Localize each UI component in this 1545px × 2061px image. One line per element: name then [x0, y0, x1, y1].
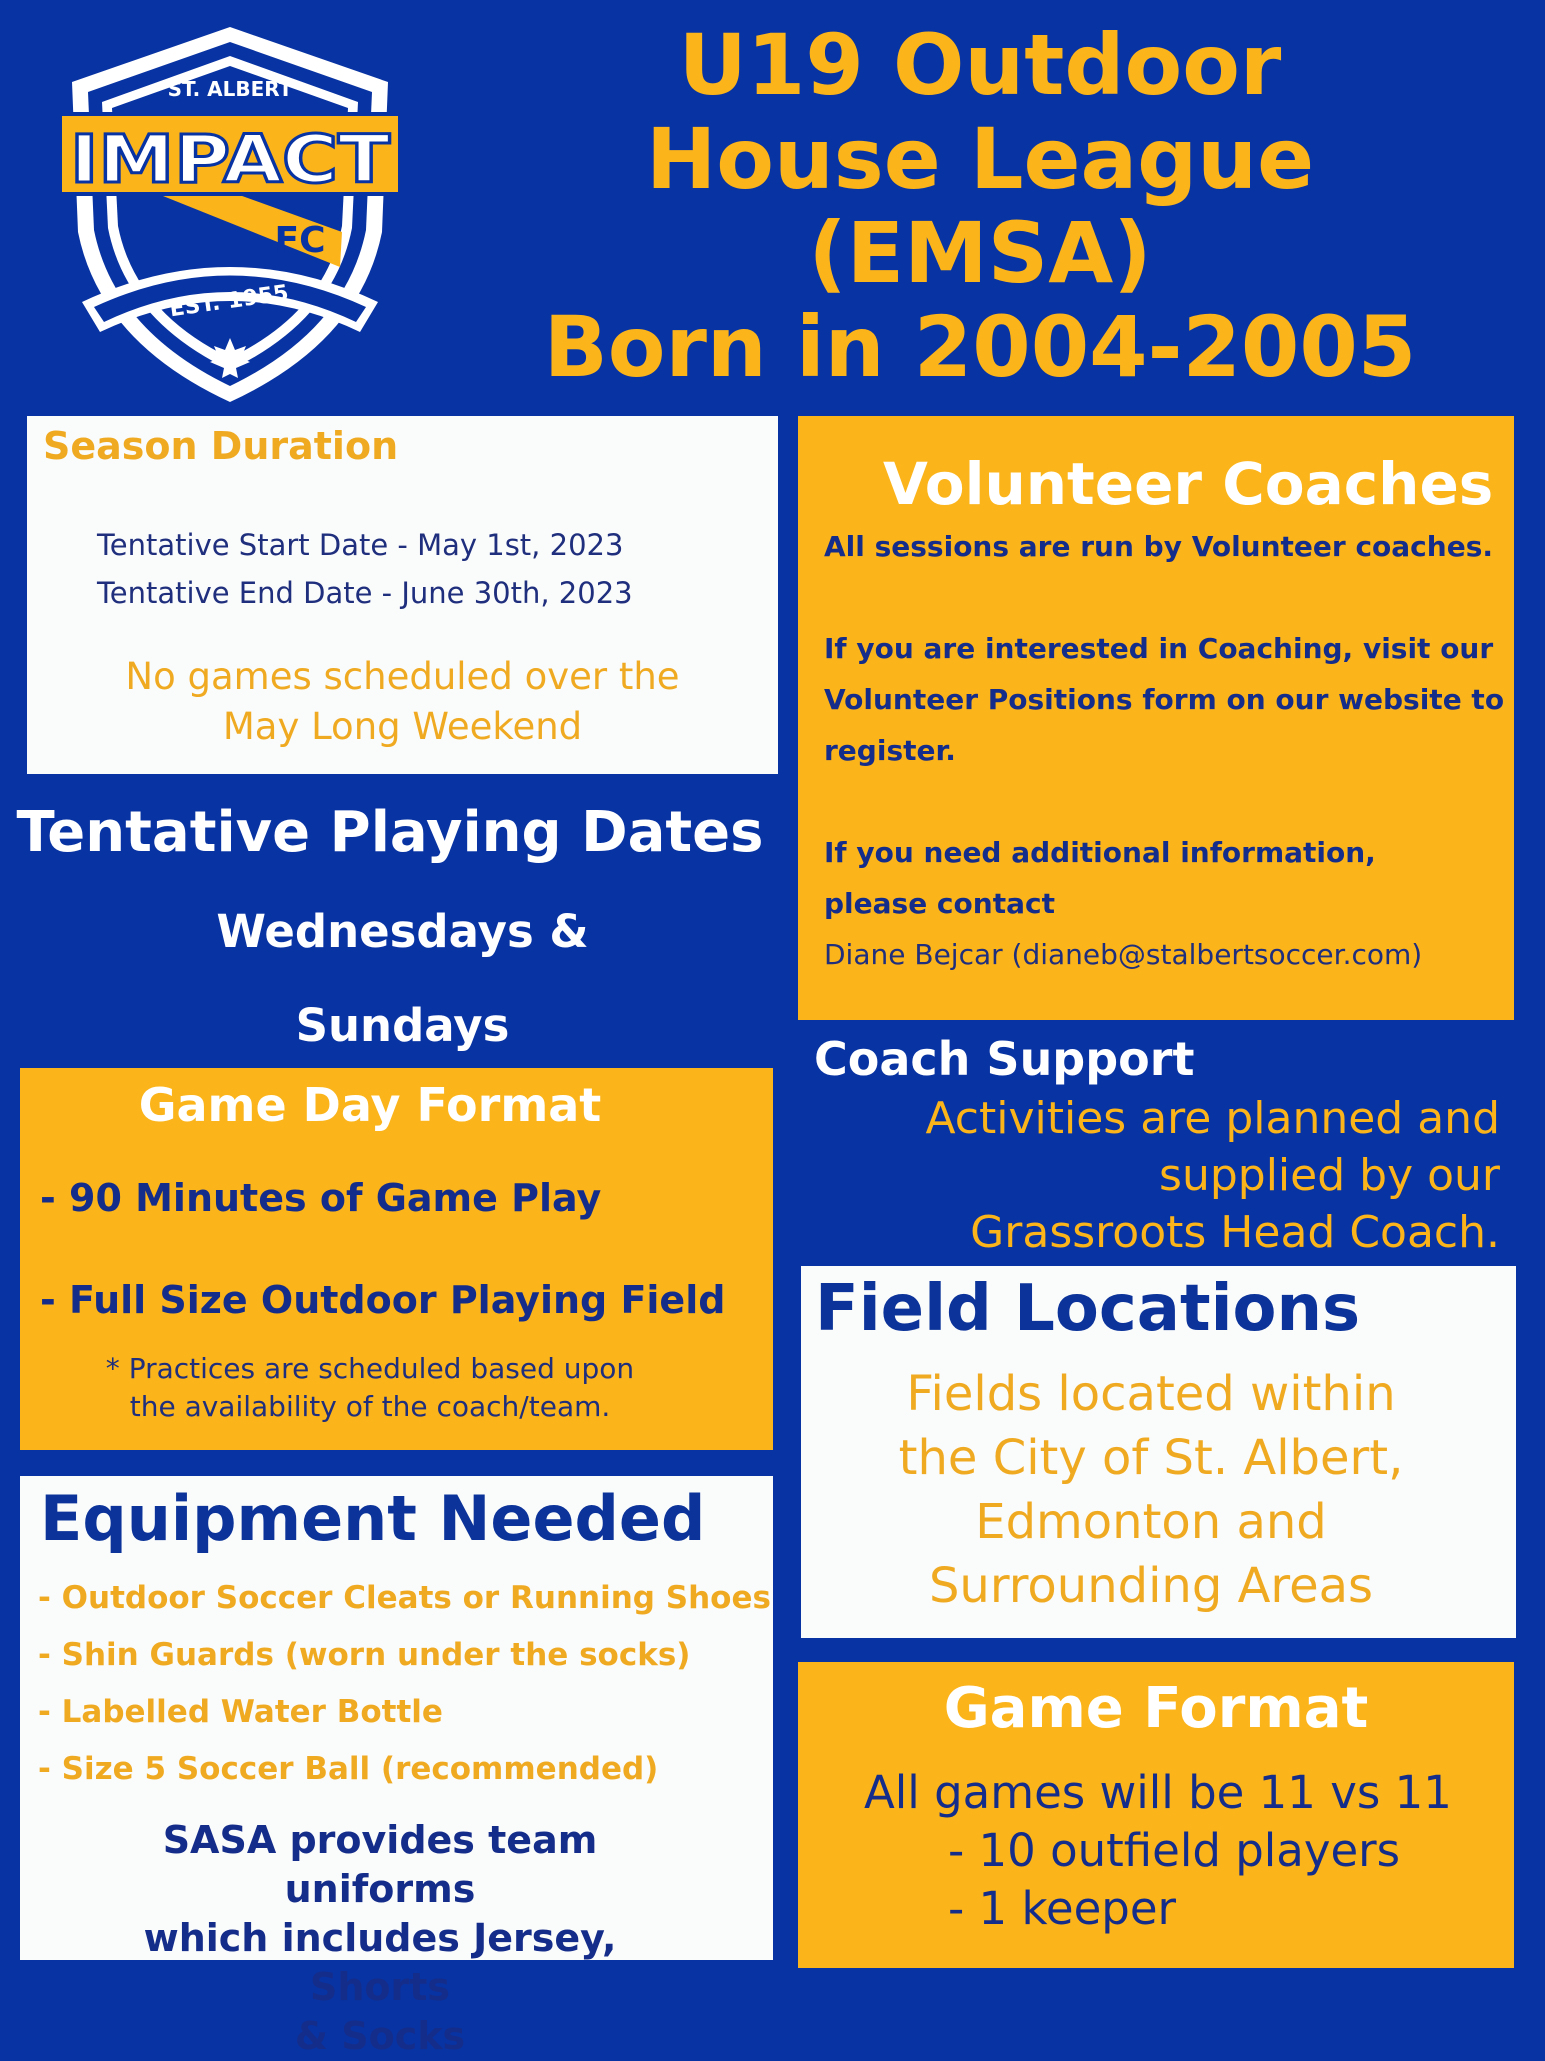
logo-est-text: EST. 1955: [168, 280, 291, 323]
game-format-heading: Game Format: [943, 1676, 1369, 1741]
field-locations-text: [801, 1362, 1501, 1618]
coach-support-line-3: Grassroots Head Coach.: [970, 1207, 1500, 1258]
title-line-3: (EMSA): [808, 204, 1152, 302]
uniform-note-line-1: SASA provides team uniforms: [162, 1818, 598, 1911]
logo-top-text: ST. ALBERT: [167, 77, 293, 101]
club-crest: [60, 22, 400, 407]
season-start-date: Tentative Start Date - May 1st, 2023: [97, 528, 624, 562]
volunteer-contact: Diane Bejcar (dianeb@stalbertsoccer.com): [824, 938, 1423, 971]
title-line-1: U19 Outdoor: [678, 16, 1282, 114]
coach-support-heading: Coach Support: [814, 1032, 1195, 1086]
playing-days-line-1: Wednesdays &: [216, 905, 589, 958]
uniform-note: [90, 1816, 670, 2061]
volunteer-line-6: please contact: [824, 887, 1055, 920]
game-day-format-box: [20, 1068, 773, 1450]
field-locations-line-2: the City of St. Albert,: [898, 1430, 1404, 1486]
practice-note-line-1: * Practices are scheduled based upon: [105, 1352, 635, 1385]
playing-days: [0, 885, 805, 1073]
season-heading: Season Duration: [43, 424, 399, 468]
game-day-heading: Game Day Format: [138, 1078, 602, 1132]
game-format-line-3: - 1 keeper: [948, 1882, 1177, 1935]
equipment-heading: Equipment Needed: [40, 1482, 706, 1555]
volunteer-line-2: If you are interested in Coaching, visit our: [824, 632, 1494, 665]
logo-main-text: IMPACT: [70, 121, 390, 198]
game-format-line-2: - 10 outfield players: [948, 1824, 1401, 1877]
game-day-item-2: - Full Size Outdoor Playing Field: [40, 1278, 726, 1322]
season-note: [27, 652, 778, 752]
volunteer-line-1: All sessions are run by Volunteer coaches.: [824, 530, 1494, 563]
uniform-note-line-2: which includes Jersey, Shorts: [143, 1916, 617, 2009]
volunteer-line-5: If you need additional information,: [824, 836, 1376, 869]
volunteer-heading: Volunteer Coaches: [883, 450, 1494, 518]
season-note-line-1: No games scheduled over the: [125, 655, 680, 698]
volunteer-line-4: register.: [824, 734, 956, 767]
coach-support-text: [860, 1090, 1500, 1261]
uniform-note-line-3: & Socks: [294, 2014, 466, 2058]
equipment-item: - Labelled Water Bottle: [38, 1694, 443, 1730]
volunteer-line-3: Volunteer Positions form on our website to: [824, 683, 1505, 716]
volunteer-coaches-box: [798, 416, 1514, 1020]
coach-support-line-2: supplied by our: [1159, 1150, 1500, 1201]
equipment-item: - Shin Guards (worn under the socks): [38, 1637, 691, 1673]
practice-note: [20, 1350, 720, 1426]
title-line-2: House League: [645, 110, 1315, 208]
playing-dates-heading: Tentative Playing Dates: [16, 800, 764, 865]
field-locations-line-4: Surrounding Areas: [928, 1558, 1374, 1614]
title-line-4: Born in 2004-2005: [543, 298, 1417, 396]
game-format-box: [798, 1662, 1514, 1968]
playing-days-line-2: Sundays: [295, 999, 510, 1052]
practice-note-line-2: the availability of the coach/team.: [129, 1390, 611, 1423]
season-end-date: Tentative End Date - June 30th, 2023: [97, 576, 633, 610]
equipment-box: [20, 1476, 773, 2058]
page-title: [430, 18, 1530, 394]
field-locations-line-3: Edmonton and: [975, 1494, 1327, 1550]
field-locations-line-1: Fields located within: [906, 1366, 1396, 1422]
logo-suffix-text: FC: [274, 220, 326, 261]
coach-support-line-1: Activities are planned and: [925, 1093, 1500, 1144]
equipment-item: - Outdoor Soccer Cleats or Running Shoes: [38, 1580, 771, 1616]
club-logo: [60, 22, 400, 407]
field-locations-box: [801, 1266, 1516, 1638]
season-note-line-2: May Long Weekend: [222, 705, 583, 748]
game-format-line-1: All games will be 11 vs 11: [864, 1766, 1452, 1819]
game-day-item-1: - 90 Minutes of Game Play: [40, 1176, 602, 1220]
equipment-item: - Size 5 Soccer Ball (recommended): [38, 1751, 659, 1787]
field-locations-heading: Field Locations: [815, 1272, 1361, 1346]
season-duration-box: [27, 416, 778, 774]
